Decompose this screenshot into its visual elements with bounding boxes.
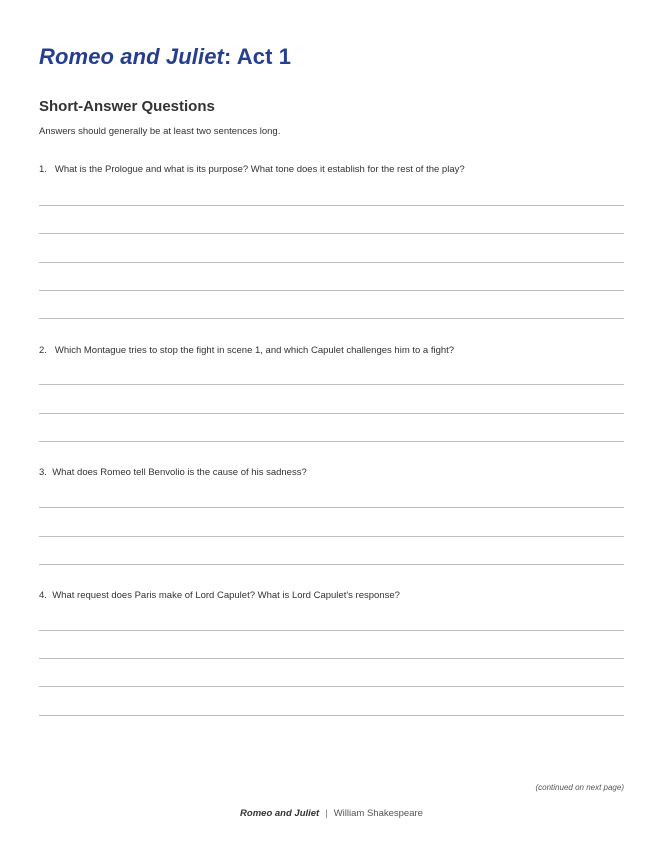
answer-line[interactable] (39, 205, 624, 206)
answer-line[interactable] (39, 262, 624, 263)
answer-line[interactable] (39, 507, 624, 508)
answer-line[interactable] (39, 413, 624, 414)
question-number: 3. (39, 467, 47, 478)
title-work: Romeo and Juliet (39, 44, 224, 69)
answer-line[interactable] (39, 318, 624, 319)
footer-work-title: Romeo and Juliet (240, 808, 320, 819)
section-heading: Short-Answer Questions (39, 98, 215, 115)
title-act: : Act 1 (223, 44, 292, 69)
answer-line[interactable] (39, 536, 624, 537)
continued-note: (continued on next page) (535, 783, 624, 792)
question-2 (39, 345, 454, 356)
question-text: What request does Paris make of Lord Capulet? What is Lord Capulet's response? (52, 590, 400, 601)
question-3 (39, 467, 307, 478)
page-footer (0, 808, 663, 819)
answer-line[interactable] (39, 658, 624, 659)
question-number: 2. (39, 345, 47, 356)
answer-line[interactable] (39, 564, 624, 565)
answer-line[interactable] (39, 233, 624, 234)
question-number: 4. (39, 590, 47, 601)
footer-author: William Shakespeare (333, 808, 423, 819)
question-text: What is the Prologue and what is its purpose? What tone does it establish for the rest of the play? (54, 164, 465, 175)
question-text: Which Montague tries to stop the fight in scene 1, and which Capulet challenges him to a fight? (54, 345, 455, 356)
question-1 (39, 164, 465, 175)
answer-line[interactable] (39, 715, 624, 716)
question-text: What does Romeo tell Benvolio is the cause of his sadness? (52, 467, 307, 478)
question-4 (39, 590, 400, 601)
footer-separator: | (325, 808, 328, 819)
answer-line[interactable] (39, 441, 624, 442)
instructions-text: Answers should generally be at least two sentences long. (39, 126, 281, 137)
answer-line[interactable] (39, 290, 624, 291)
answer-line[interactable] (39, 384, 624, 385)
answer-line[interactable] (39, 686, 624, 687)
page-title (39, 44, 291, 70)
answer-line[interactable] (39, 630, 624, 631)
question-number: 1. (39, 164, 47, 175)
